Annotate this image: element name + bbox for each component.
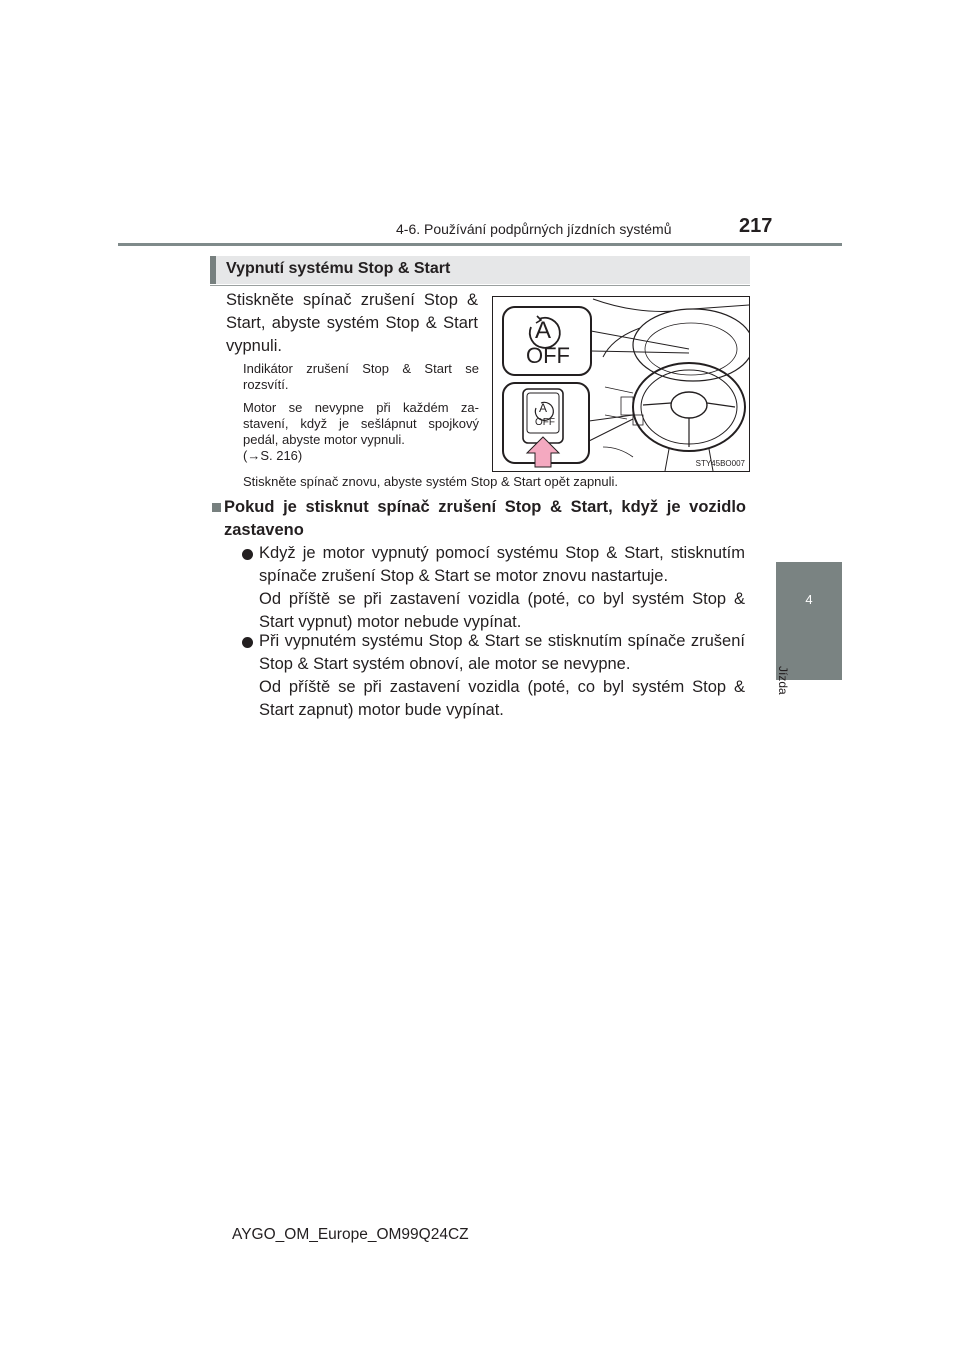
big-button-letter: A xyxy=(535,317,552,344)
note1-line-2: rozsvítí. xyxy=(243,377,289,392)
header-rule xyxy=(118,243,842,246)
square-bullet-icon xyxy=(212,503,221,512)
running-header: 4-6. Používání podpůrných jízdních systémů xyxy=(396,221,672,237)
note2-line-1: Motor se nevypne při každém za- xyxy=(243,400,479,415)
section-heading-text: Vypnutí systému Stop & Start xyxy=(226,260,451,277)
big-button-text: OFF xyxy=(526,343,570,368)
bullet1-line-2: spínače zrušení Stop & Start se motor znovu nastartuje. xyxy=(259,567,669,585)
chapter-label: Jízda xyxy=(776,666,790,695)
bullet1-line-3: Od příště se při zastavení vozidla (poté, co byl systém Stop & xyxy=(259,590,745,608)
bullet-dot-icon xyxy=(242,549,253,560)
figure-stop-start-switch xyxy=(492,296,750,472)
chapter-number: 4 xyxy=(805,592,813,607)
bullet2-line-2: Stop & Start systém obnoví, ale motor se nevypne. xyxy=(259,655,631,673)
note1-line-1: Indikátor zrušení Stop & Start se xyxy=(243,361,479,376)
subsection-title-line-1: Pokud je stisknut spínač zrušení Stop & Start, když je vozidlo xyxy=(224,498,746,516)
bullet2-line-1: Při vypnutém systému Stop & Start se stisknutím spínače zrušení xyxy=(259,632,745,650)
bullet1-line-1: Když je motor vypnutý pomocí systému Stop & Start, stisknutím xyxy=(259,544,745,562)
bullet1-line-4: Start vypnut) motor nebude vypínat. xyxy=(259,613,522,631)
footer-doc-code: AYGO_OM_Europe_OM99Q24CZ xyxy=(232,1226,469,1243)
bullet-dot-icon xyxy=(242,637,253,648)
note3: Stiskněte spínač znovu, abyste systém Stop & Start opět zapnuli. xyxy=(243,474,619,489)
bullet2-line-4: Start zapnut) motor bude vypínat. xyxy=(259,701,504,719)
note2-line-2: stavení, když je sešlápnut spojkový xyxy=(243,416,479,431)
intro-line-2: Start, abyste systém Stop & Start xyxy=(226,314,478,332)
bullet2-line-3: Od příště se při zastavení vozidla (poté, co byl systém Stop & xyxy=(259,678,745,696)
intro-line-3: vypnuli. xyxy=(226,337,282,355)
subsection-title xyxy=(224,496,746,542)
note2-line-3: pedál, abyste motor vypnuli. xyxy=(243,432,405,447)
intro-line-1: Stiskněte spínač zrušení Stop & xyxy=(226,291,478,309)
section-heading xyxy=(210,256,750,284)
heading-underline xyxy=(210,285,750,286)
note2-line-4: (→S. 216) xyxy=(243,448,303,463)
dashboard-illustration xyxy=(493,297,749,471)
small-button-text: OFF xyxy=(535,417,555,428)
subsection-title-line-2: zastaveno xyxy=(224,521,304,539)
figure-code: STY45BO007 xyxy=(695,459,745,468)
page-number: 217 xyxy=(739,215,773,237)
chapter-label-box xyxy=(776,616,832,695)
heading-bar xyxy=(210,256,216,284)
small-button-letter: A xyxy=(539,401,548,415)
